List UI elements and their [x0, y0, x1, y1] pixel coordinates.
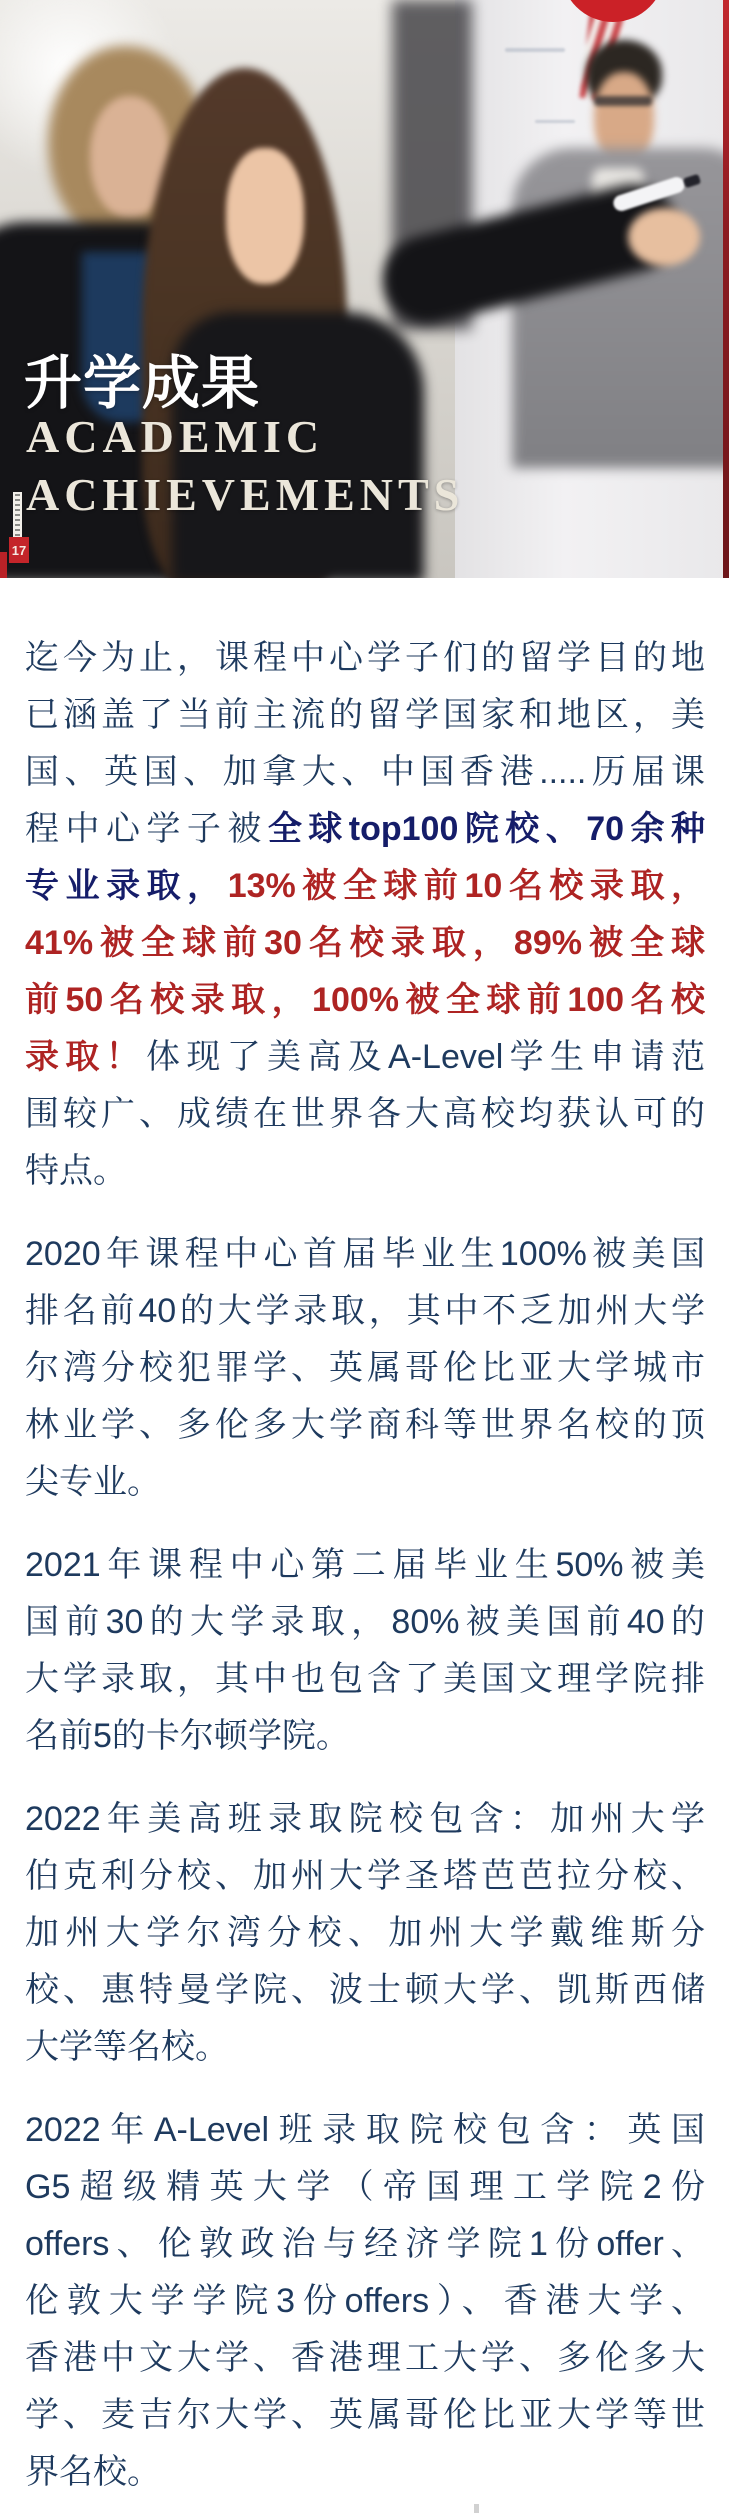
text-line: [25, 2102, 705, 2159]
text-line: [25, 1791, 705, 1848]
text-line: [25, 1594, 705, 1651]
text-run: 大学等名校。: [25, 2028, 229, 2066]
text-line: [25, 1708, 705, 1765]
whiteboard-scribble: [535, 120, 575, 123]
text-line: [25, 2216, 705, 2273]
text-line: [25, 801, 705, 858]
text-run: offers、伦敦政治与经济学院1份offer、: [25, 2225, 705, 2263]
bottom-edge-tick: [474, 2504, 479, 2513]
text-line: [25, 1143, 705, 1200]
text-run: 校、惠特曼学院、波士顿大学、凯斯西储: [25, 1971, 705, 2009]
text-run: 2021年课程中心第二届毕业生50%被美: [25, 1546, 705, 1584]
text-line: [25, 2330, 705, 2387]
text-run: 迄今为止，课程中心学子们的留学目的地: [25, 639, 705, 677]
text-run: 前50名校录取，100%被全球前100名校: [25, 981, 705, 1019]
text-line: [25, 687, 705, 744]
text-line: [25, 1905, 705, 1962]
text-run: 界名校。: [25, 2453, 161, 2491]
text-run: 学、麦吉尔大学、英属哥伦比亚大学等世: [25, 2396, 705, 2434]
text-run: 排名前40的大学录取，其中不乏加州大学: [25, 1292, 705, 1330]
paragraph: [25, 1791, 705, 2076]
text-run: 香港中文大学、香港理工大学、多伦多大: [25, 2339, 705, 2377]
text-run: 围较广、成绩在世界各大高校均获认可的: [25, 1095, 705, 1133]
page-number-badge: [9, 537, 29, 563]
whiteboard-scribble: [505, 48, 565, 52]
text-line: [25, 972, 705, 1029]
text-line: [25, 1086, 705, 1143]
text-line: [25, 2159, 705, 2216]
text-run: G5超级精英大学（帝国理工学院2份: [25, 2168, 705, 2206]
page-title-en-line1: ACADEMIC: [26, 411, 325, 462]
text-line: [25, 915, 705, 972]
hero-photo: [0, 0, 729, 578]
text-line: [25, 744, 705, 801]
paragraph: [25, 630, 705, 1200]
text-run: 大学录取，其中也包含了美国文理学院排: [25, 1660, 705, 1698]
text-line: [25, 1962, 705, 2019]
text-run: 已涵盖了当前主流的留学国家和地区，美: [25, 696, 705, 734]
text-line: [25, 1340, 705, 1397]
text-line: [25, 858, 705, 915]
text-line: [25, 1651, 705, 1708]
text-run: 伯克利分校、加州大学圣塔芭芭拉分校、: [25, 1857, 705, 1895]
text-run: 2022年A-Level班录取院校包含：英国: [25, 2111, 705, 2149]
page-title-en-line2: ACHIEVEMENTS: [26, 469, 465, 520]
text-run: 国前30的大学录取，80%被美国前40的: [25, 1603, 705, 1641]
page-title-en: [26, 408, 464, 524]
text-run: 程中心学子被: [25, 810, 268, 848]
text-run: 专业录取，: [25, 867, 228, 905]
text-line: [25, 1029, 705, 1086]
text-line: [25, 2273, 705, 2330]
side-label-strip: [13, 492, 22, 538]
text-run: 加州大学尔湾分校、加州大学戴维斯分: [25, 1914, 705, 1952]
text-run: 尖专业。: [25, 1463, 161, 1501]
text-run: 全球top100院校、70余种: [267, 810, 706, 848]
text-run: 伦敦大学学院3份offers）、香港大学、: [25, 2282, 705, 2320]
text-line: [25, 2444, 705, 2501]
corner-red-sliver: [0, 552, 7, 578]
text-line: [25, 1454, 705, 1511]
page-number: 17: [11, 542, 27, 558]
text-run: 13%被全球前10名校录取，: [227, 867, 706, 905]
text-run: 体现了美高及A-Level学生申请范: [146, 1038, 706, 1076]
paragraph: [25, 1537, 705, 1765]
text-run: 国、英国、加拿大、中国香港.....历届课: [25, 753, 705, 791]
text-run: 2020年课程中心首届毕业生100%被美国: [25, 1235, 705, 1273]
text-line: [25, 1283, 705, 1340]
text-run: 录取！: [25, 1038, 147, 1076]
text-run: 名前5的卡尔顿学院。: [25, 1717, 350, 1755]
text-run: 41%被全球前30名校录取，89%被全球: [25, 924, 705, 962]
text-run: 林业学、多伦多大学商科等世界名校的顶: [25, 1406, 705, 1444]
text-line: [25, 2019, 705, 2076]
article-body: [0, 578, 729, 2501]
page-title-zh: 升学成果: [24, 351, 261, 416]
text-line: [25, 1848, 705, 1905]
text-line: [25, 2387, 705, 2444]
paragraph: [25, 2102, 705, 2501]
text-line: [25, 1397, 705, 1454]
right-edge-red-strip: [723, 0, 729, 578]
text-line: [25, 630, 705, 687]
student1-hand: [628, 208, 700, 266]
text-line: [25, 1537, 705, 1594]
student2-glasses: [594, 96, 652, 106]
article-paragraphs: [25, 630, 705, 2501]
paragraph: [25, 1226, 705, 1511]
text-run: 2022年美高班录取院校包含：加州大学: [25, 1800, 705, 1838]
text-run: 尔湾分校犯罪学、英属哥伦比亚大学城市: [25, 1349, 705, 1387]
text-line: [25, 1226, 705, 1283]
text-run: 特点。: [25, 1152, 127, 1190]
student1-face: [226, 148, 304, 284]
